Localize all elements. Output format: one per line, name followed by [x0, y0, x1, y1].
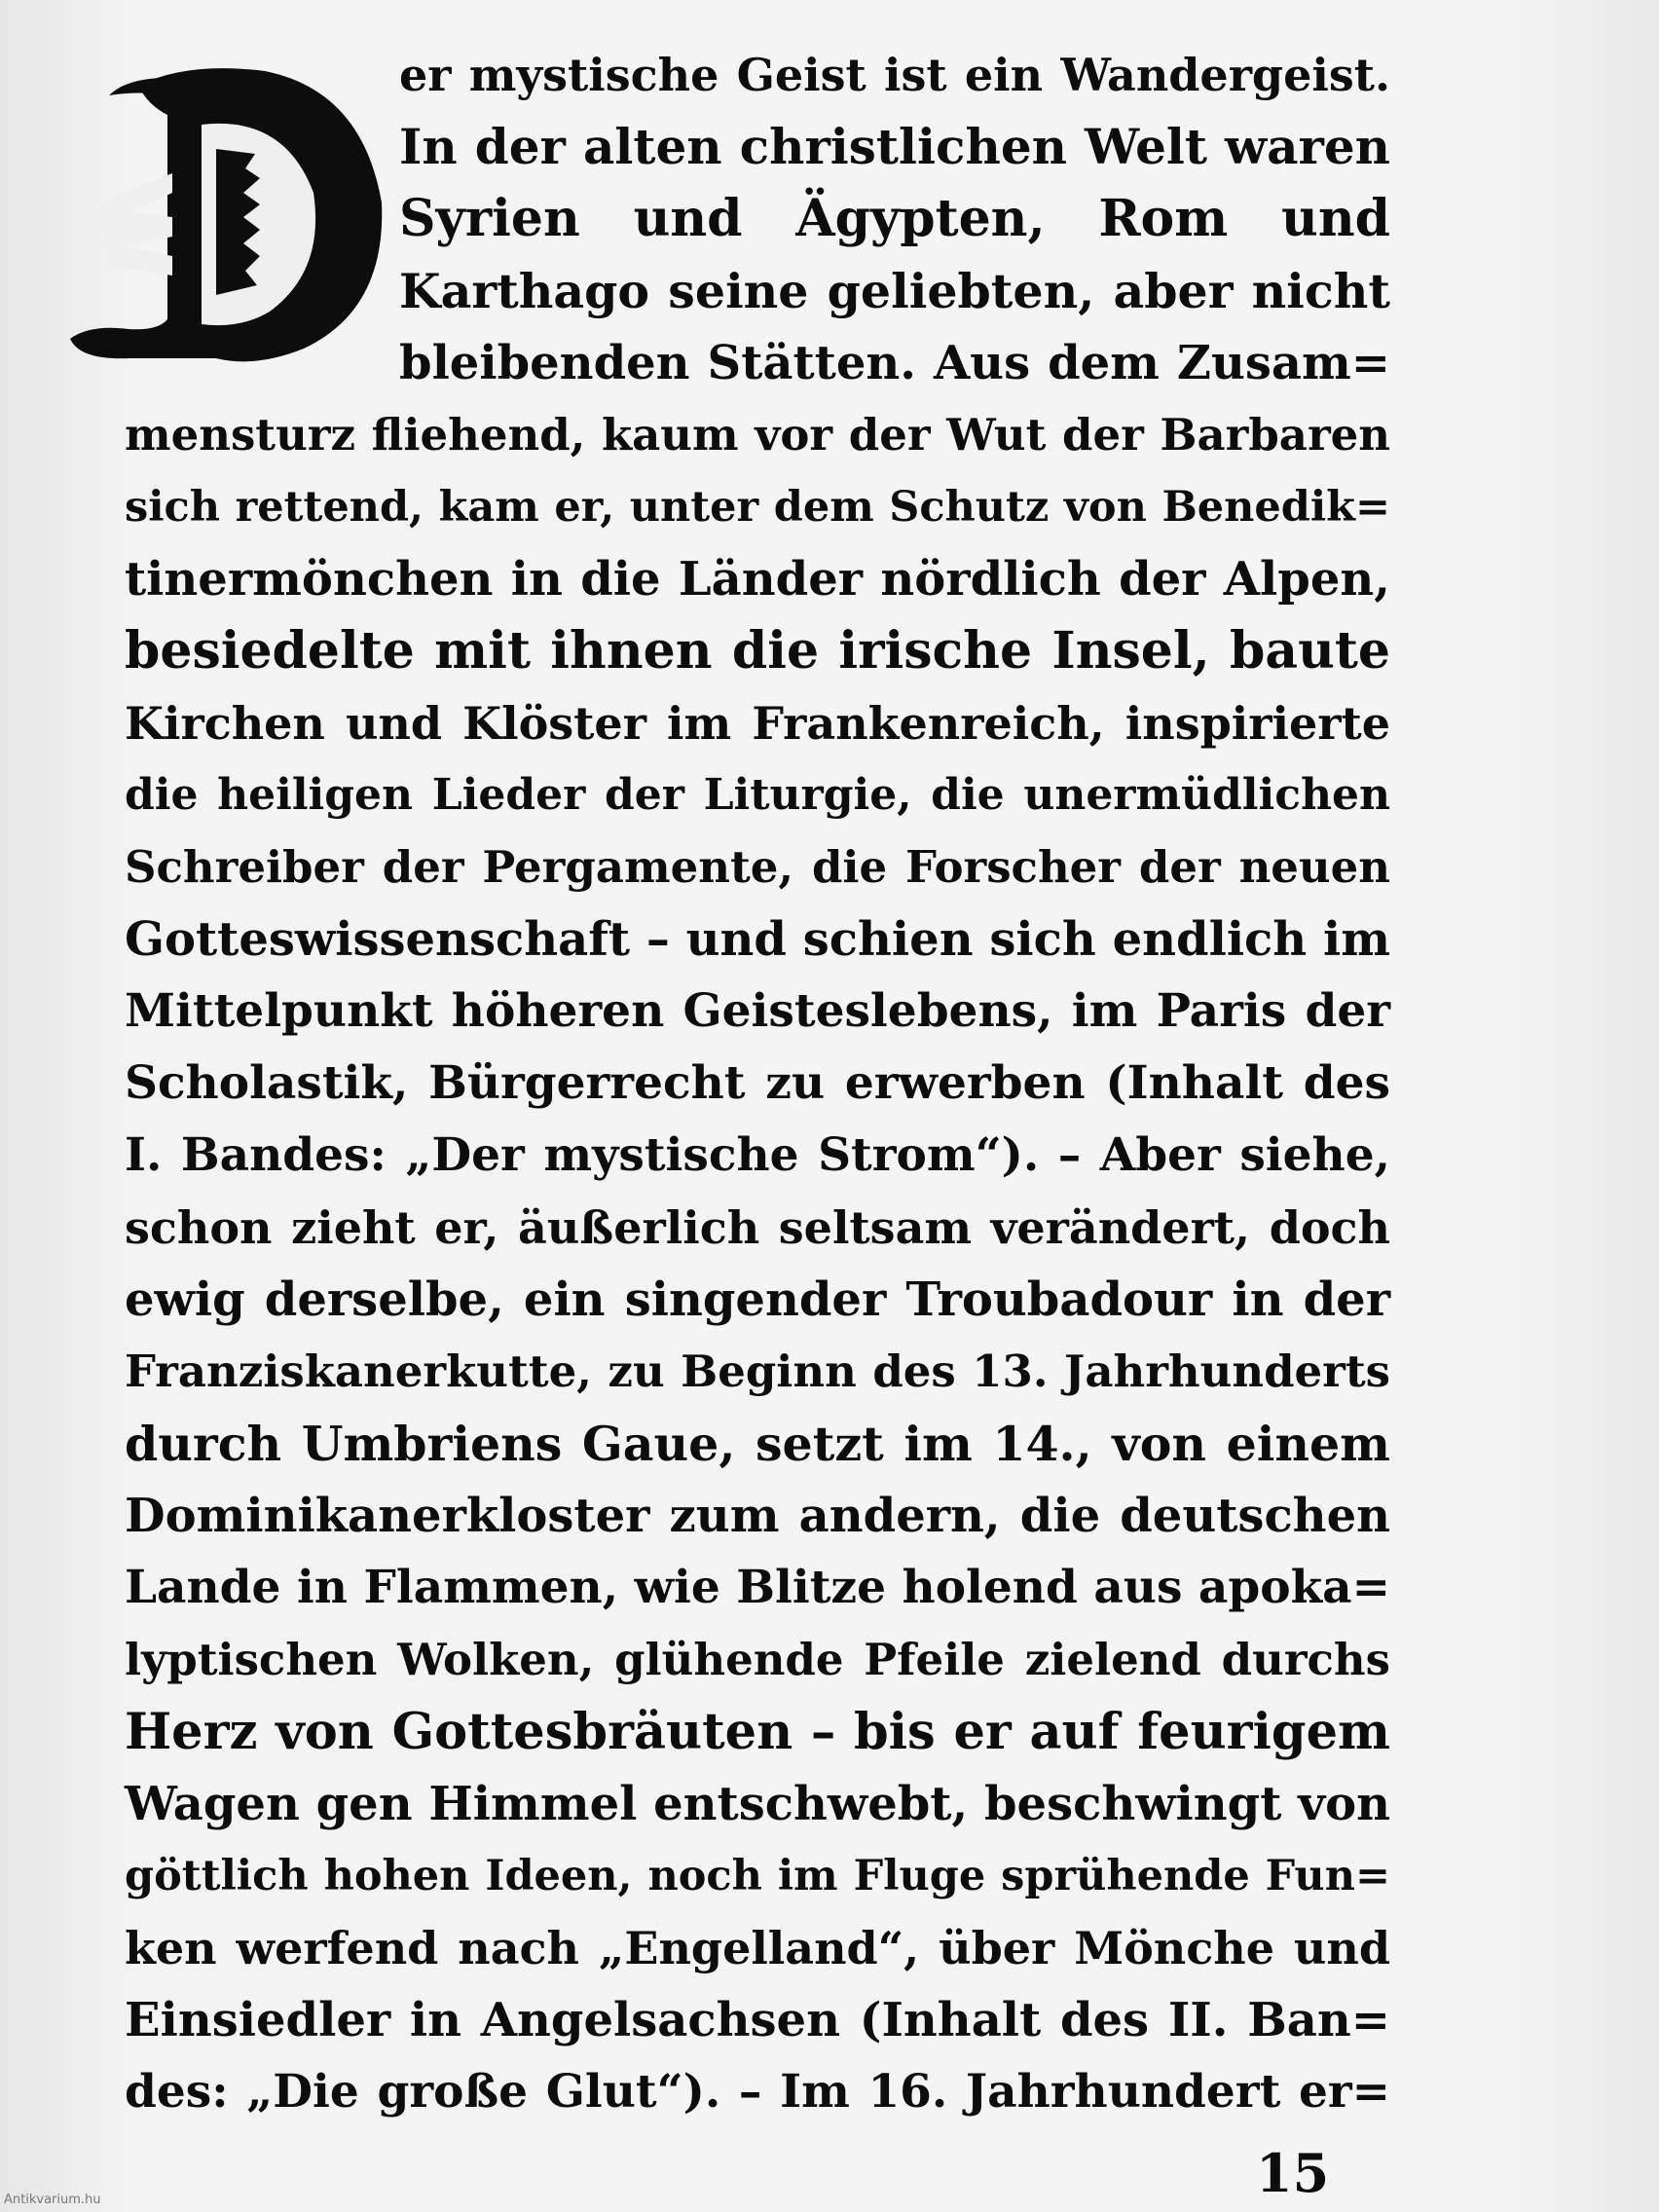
text-line-12: Schreiber der Pergamente, die Forscher der neuen [125, 841, 1390, 893]
text-line-28: Einsiedler in Angelsachsen (Inhalt des II. Ban= [125, 1993, 1390, 2047]
text-line-5: bleibenden Stätten. Aus dem Zusam= [399, 336, 1390, 390]
text-line-29: des: „Die große Glut“). – Im 16. Jahrhundert er= [125, 2065, 1390, 2119]
text-line-14: Mittelpunkt höheren Geisteslebens, im Paris der [125, 984, 1390, 1038]
text-line-26: göttlich hohen Ideen, noch im Fluge sprühende Fun= [125, 1852, 1390, 1900]
text-line-9: besiedelte mit ihnen die irische Insel, baute [125, 621, 1390, 681]
text-line-13: Gotteswissenschaft – und schien sich endlich im [125, 912, 1390, 967]
text-line-18: ewig derselbe, ein singender Troubadour in der [125, 1272, 1390, 1327]
text-line-22: Lande in Flammen, wie Blitze holend aus apoka= [125, 1561, 1390, 1614]
text-line-24: Herz von Gottesbräuten – bis er auf feurigem [125, 1703, 1390, 1761]
text-line-17: schon zieht er, äußerlich seltsam verändert, doch [125, 1201, 1390, 1254]
text-line-4: Karthago seine geliebten, aber nicht [399, 263, 1390, 319]
text-line-16: I. Bandes: „Der mystische Strom“). – Aber siehe, [125, 1128, 1390, 1182]
text-line-7: sich rettend, kam er, unter dem Schutz von Benedik= [125, 483, 1390, 532]
text-line-23: lyptischen Wolken, glühende Pfeile zielend durchs [125, 1634, 1390, 1685]
dropcap-d-ornament [70, 56, 391, 368]
text-line-27: ken werfend nach „Engelland“, über Mönche und [125, 1922, 1390, 1974]
text-line-21: Dominikanerkloster zum andern, die deutschen [125, 1489, 1390, 1543]
text-line-20: durch Umbriens Gaue, setzt im 14., von einem [125, 1416, 1390, 1472]
text-line-2: In der alten christlichen Welt waren [399, 118, 1390, 175]
text-line-10: Kirchen und Klöster im Frankenreich, inspirierte [125, 697, 1390, 750]
text-line-19: Franziskanerkutte, zu Beginn des 13. Jahrhunderts [125, 1346, 1390, 1397]
page-number: 15 [1256, 2142, 1330, 2204]
text-line-25: Wagen gen Himmel entschwebt, beschwingt von [125, 1777, 1390, 1831]
text-line-11: die heiligen Lieder der Liturgie, die unermüdlichen [125, 770, 1390, 820]
watermark: Antikvarium.hu [4, 2193, 101, 2207]
text-line-8: tinermönchen in die Länder nördlich der Alpen, [125, 552, 1390, 607]
text-line-1: er mystische Geist ist ein Wandergeist. [399, 49, 1390, 101]
text-line-3: Syrien und Ägypten, Rom und [399, 189, 1390, 248]
text-line-15: Scholastik, Bürgerrecht zu erwerben (Inhalt des [125, 1056, 1390, 1110]
text-line-6: mensturz fliehend, kaum vor der Wut der Barbaren [125, 409, 1390, 461]
